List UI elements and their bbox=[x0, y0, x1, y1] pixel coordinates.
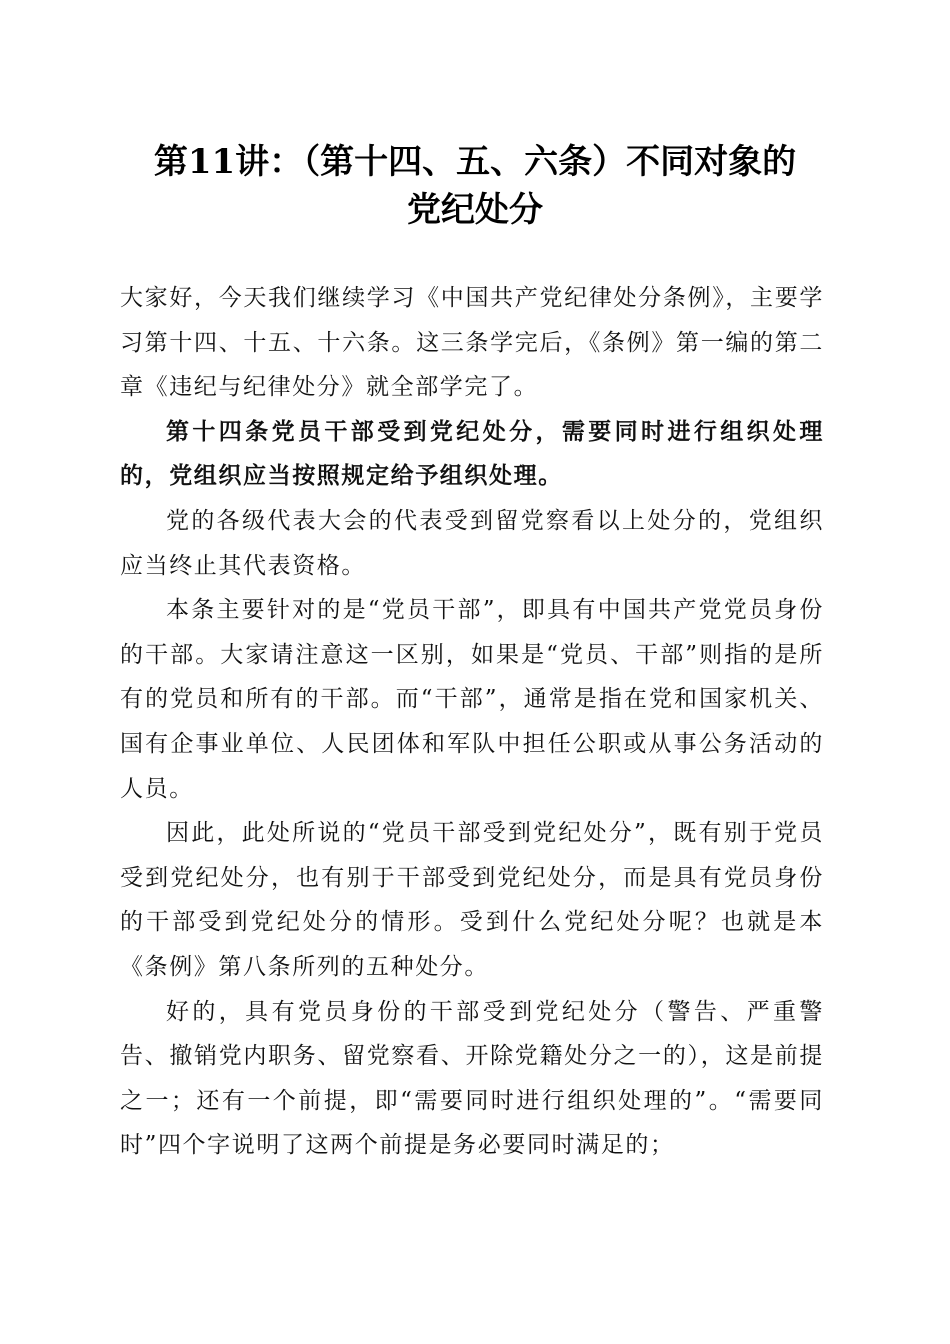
paragraph-intro: 大家好，今天我们继续学习《中国共产党纪律处分条例》，主要学习第十四、十五、十六条。这三条学完后，《条例》第一编的第二章《违纪与纪律处分》就全部学完了。 bbox=[120, 285, 824, 401]
paragraph-article-14: 第十四条党员干部受到党纪处分，需要同时进行组织处理的，党组织应当按照规定给予组织处理。 bbox=[120, 417, 824, 490]
paragraph-article-14-clause-2: 党的各级代表大会的代表受到留党察看以上处分的，党组织应当终止其代表资格。 bbox=[120, 507, 824, 579]
title-line-1: 第11讲：（第十四、五、六条）不同对象的 bbox=[153, 142, 797, 182]
paragraph-explanation-2: 因此，此处所说的“党员干部受到党纪处分”，既有别于党员受到党纪处分，也有别于干部受到党纪处分，而是具有党员身份的干部受到党纪处分的情形。受到什么党纪处分呢？也就是本《条例》第八条所列的五种处分。 bbox=[120, 820, 824, 980]
title-line-2: 党纪处分 bbox=[407, 190, 543, 230]
document-title bbox=[100, 138, 850, 234]
paragraph-explanation-1: 本条主要针对的是“党员干部”，即具有中国共产党党员身份的干部。大家请注意这一区别，如果是“党员、干部”则指的是所有的党员和所有的干部。而“干部”，通常是指在党和国家机关、国有企事业单位、人民团体和军队中担任公职或从事公务活动的人员。 bbox=[120, 597, 824, 802]
document-body bbox=[120, 276, 824, 1168]
paragraph-explanation-3: 好的，具有党员身份的干部受到党纪处分（警告、严重警告、撤销党内职务、留党察看、开除党籍处分之一的），这是前提之一；还有一个前提，即“需要同时进行组织处理的”。“需要同时”四个字说明了这两个前提是务必要同时满足的； bbox=[120, 998, 824, 1159]
